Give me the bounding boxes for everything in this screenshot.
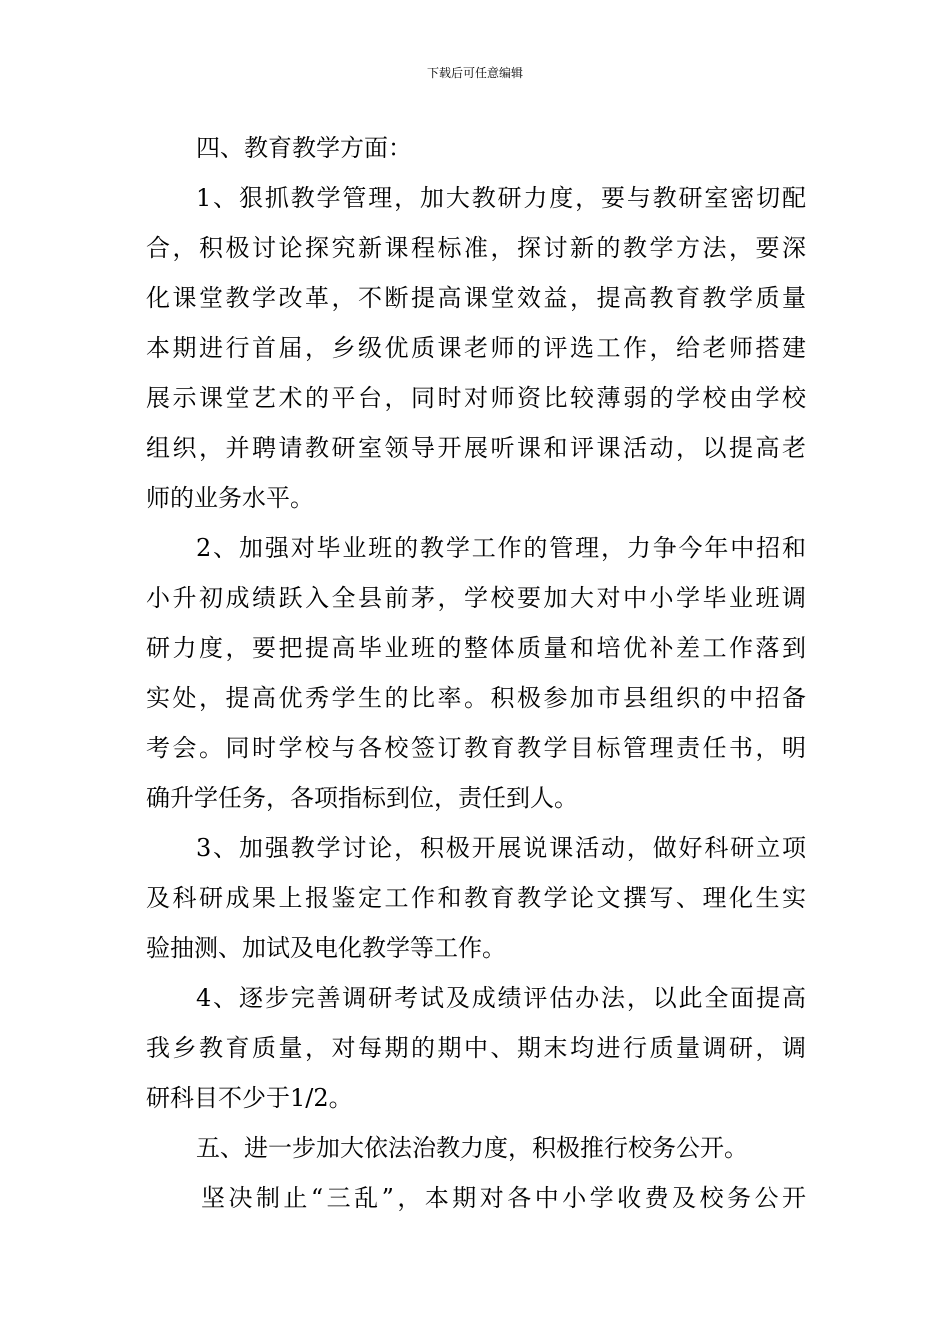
- paragraph-line: 3、加强教学讨论，积极开展说课活动，做好科研立项: [196, 834, 806, 862]
- page-header: 下载后可任意编辑: [426, 66, 523, 80]
- paragraph-line: 及科研成果上报鉴定工作和教育教学论文撰写、理化生实: [146, 884, 806, 912]
- paragraph-line: 4、逐步完善调研考试及成绩评估办法，以此全面提高: [196, 984, 806, 1012]
- section-heading-five: 五、进一步加大依法治教力度，积极推行校务公开。: [196, 1134, 748, 1162]
- paragraph-line: 化课堂教学改革，不断提高课堂效益，提高教育教学质量: [146, 284, 806, 312]
- paragraph-line: 本期进行首届，乡级优质课老师的评选工作，给老师搭建: [146, 334, 806, 362]
- paragraph-line: 确升学任务，各项指标到位，责任到人。: [146, 784, 578, 812]
- paragraph-line: 坚决制止“三乱”，本期对各中小学收费及校务公开: [201, 1184, 806, 1212]
- paragraph-line: 小升初成绩跃入全县前茅，学校要加大对中小学毕业班调: [146, 584, 806, 612]
- paragraph-line: 展示课堂艺术的平台，同时对师资比较薄弱的学校由学校: [146, 384, 806, 412]
- section-heading-four: 四、教育教学方面：: [196, 134, 412, 162]
- document-body: [146, 123, 806, 1223]
- paragraph-line: 研科目不少于1/2。: [146, 1084, 353, 1112]
- paragraph-line: 考会。同时学校与各校签订教育教学目标管理责任书，明: [146, 734, 806, 762]
- paragraph-line: 实处，提高优秀学生的比率。积极参加市县组织的中招备: [146, 684, 806, 712]
- paragraph-line: 师的业务水平。: [146, 484, 314, 512]
- paragraph-line: 验抽测、加试及电化教学等工作。: [146, 934, 506, 962]
- paragraph-line: 研力度，要把提高毕业班的整体质量和培优补差工作落到: [146, 634, 806, 662]
- paragraph-line: 我乡教育质量，对每期的期中、期末均进行质量调研，调: [146, 1034, 806, 1062]
- paragraph-line: 1、狠抓教学管理，加大教研力度，要与教研室密切配: [196, 184, 806, 212]
- paragraph-line: 合，积极讨论探究新课程标准，探讨新的教学方法，要深: [146, 234, 806, 262]
- paragraph-line: 2、加强对毕业班的教学工作的管理，力争今年中招和: [196, 534, 806, 562]
- paragraph-line: 组织，并聘请教研室领导开展听课和评课活动，以提高老: [146, 434, 806, 462]
